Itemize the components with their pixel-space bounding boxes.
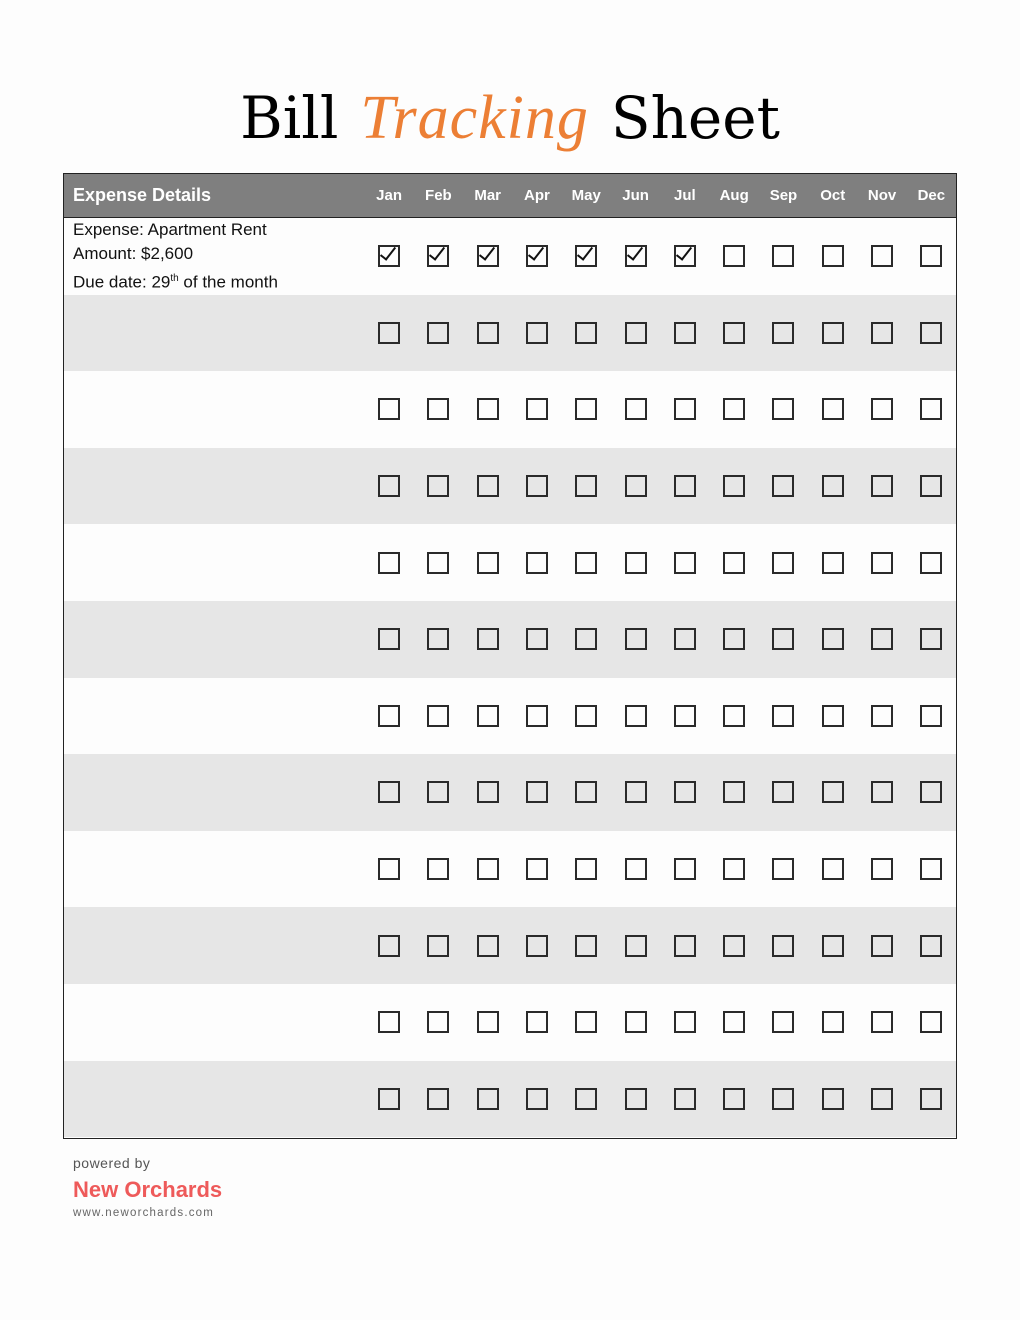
checkbox-sep[interactable]: [772, 935, 794, 957]
table-row: [64, 601, 956, 678]
checkbox-jan[interactable]: [378, 858, 400, 880]
checkbox-jul[interactable]: [674, 935, 696, 957]
checkbox-aug[interactable]: [723, 245, 745, 267]
table-row: [64, 1061, 956, 1138]
checkbox-oct[interactable]: [822, 858, 844, 880]
expense-due-date: Due date: 29th of the month: [73, 272, 278, 292]
table-row: [64, 678, 956, 755]
checkbox-nov[interactable]: [871, 322, 893, 344]
checkbox-oct[interactable]: [822, 245, 844, 267]
checkbox-jun[interactable]: [625, 322, 647, 344]
checkbox-may[interactable]: [575, 552, 597, 574]
month-header-feb: Feb: [425, 187, 452, 204]
checkbox-jan[interactable]: [378, 781, 400, 803]
table-row: [64, 295, 956, 372]
checkbox-apr[interactable]: [526, 935, 548, 957]
checkbox-may[interactable]: [575, 475, 597, 497]
checkbox-oct[interactable]: [822, 322, 844, 344]
checkbox-sep[interactable]: [772, 1088, 794, 1110]
month-header-may: May: [571, 187, 601, 204]
checkbox-feb[interactable]: [427, 398, 449, 420]
checkbox-jan[interactable]: [378, 628, 400, 650]
table-row: [64, 524, 956, 601]
checkbox-jun[interactable]: [625, 781, 647, 803]
checkbox-dec[interactable]: [920, 858, 942, 880]
checkbox-sep[interactable]: [772, 858, 794, 880]
checkbox-feb[interactable]: [427, 322, 449, 344]
checkbox-mar[interactable]: [477, 1088, 499, 1110]
checkbox-aug[interactable]: [723, 398, 745, 420]
checkbox-may[interactable]: [575, 1088, 597, 1110]
checkbox-nov[interactable]: [871, 935, 893, 957]
table-row: [64, 218, 956, 295]
checkbox-oct[interactable]: [822, 475, 844, 497]
checkbox-mar[interactable]: [477, 1011, 499, 1033]
checkbox-apr[interactable]: [526, 1088, 548, 1110]
checkbox-oct[interactable]: [822, 1011, 844, 1033]
checkbox-jul[interactable]: [674, 1088, 696, 1110]
table-row: [64, 754, 956, 831]
checkbox-nov[interactable]: [871, 552, 893, 574]
checkbox-oct[interactable]: [822, 628, 844, 650]
checkbox-jun[interactable]: [625, 245, 647, 267]
table-row: [64, 907, 956, 984]
title-tracking: Tracking: [360, 84, 589, 152]
checkbox-jul[interactable]: [674, 475, 696, 497]
checkbox-apr[interactable]: [526, 322, 548, 344]
checkbox-mar[interactable]: [477, 781, 499, 803]
checkbox-jul[interactable]: [674, 245, 696, 267]
month-header-sep: Sep: [769, 187, 798, 204]
checkbox-jul[interactable]: [674, 858, 696, 880]
title-sheet: Sheet: [610, 84, 780, 152]
checkbox-jul[interactable]: [674, 781, 696, 803]
checkbox-oct[interactable]: [822, 935, 844, 957]
checkbox-apr[interactable]: [526, 705, 548, 727]
bill-tracking-table: [63, 173, 957, 1139]
checkbox-feb[interactable]: [427, 1088, 449, 1110]
checkbox-mar[interactable]: [477, 245, 499, 267]
table-row: [64, 371, 956, 448]
checkbox-jan[interactable]: [378, 475, 400, 497]
table-row: [64, 448, 956, 525]
checkbox-nov[interactable]: [871, 628, 893, 650]
checkbox-sep[interactable]: [772, 475, 794, 497]
checkbox-may[interactable]: [575, 245, 597, 267]
checkbox-dec[interactable]: [920, 475, 942, 497]
checkbox-may[interactable]: [575, 705, 597, 727]
checkbox-jan[interactable]: [378, 935, 400, 957]
checkbox-mar[interactable]: [477, 858, 499, 880]
checkbox-aug[interactable]: [723, 475, 745, 497]
checkbox-jun[interactable]: [625, 858, 647, 880]
checkbox-mar[interactable]: [477, 705, 499, 727]
checkbox-dec[interactable]: [920, 705, 942, 727]
checkbox-feb[interactable]: [427, 705, 449, 727]
checkbox-may[interactable]: [575, 781, 597, 803]
title-bill: Bill: [240, 84, 339, 152]
checkbox-dec[interactable]: [920, 781, 942, 803]
checkbox-jun[interactable]: [625, 1011, 647, 1033]
checkbox-dec[interactable]: [920, 398, 942, 420]
checkbox-apr[interactable]: [526, 475, 548, 497]
checkbox-aug[interactable]: [723, 628, 745, 650]
checkbox-dec[interactable]: [920, 935, 942, 957]
checkbox-jul[interactable]: [674, 552, 696, 574]
checkbox-jun[interactable]: [625, 935, 647, 957]
expense-details-header: Expense Details: [73, 185, 212, 205]
checkbox-nov[interactable]: [871, 781, 893, 803]
checkbox-feb[interactable]: [427, 628, 449, 650]
checkbox-dec[interactable]: [920, 1088, 942, 1110]
checkbox-dec[interactable]: [920, 245, 942, 267]
checkbox-aug[interactable]: [723, 935, 745, 957]
checkbox-mar[interactable]: [477, 628, 499, 650]
checkbox-nov[interactable]: [871, 1011, 893, 1033]
checkbox-jul[interactable]: [674, 398, 696, 420]
checkbox-aug[interactable]: [723, 781, 745, 803]
page-title: [0, 78, 1020, 158]
checkbox-jun[interactable]: [625, 475, 647, 497]
checkbox-nov[interactable]: [871, 245, 893, 267]
checkbox-mar[interactable]: [477, 475, 499, 497]
checkbox-mar[interactable]: [477, 552, 499, 574]
checkbox-oct[interactable]: [822, 781, 844, 803]
checkbox-jan[interactable]: [378, 398, 400, 420]
checkbox-oct[interactable]: [822, 552, 844, 574]
checkbox-jul[interactable]: [674, 628, 696, 650]
footer: [73, 1155, 222, 1219]
checkbox-apr[interactable]: [526, 552, 548, 574]
checkbox-mar[interactable]: [477, 935, 499, 957]
brand-url[interactable]: www.neworchards.com: [73, 1207, 215, 1219]
checkbox-feb[interactable]: [427, 935, 449, 957]
checkbox-may[interactable]: [575, 322, 597, 344]
checkbox-aug[interactable]: [723, 552, 745, 574]
checkbox-sep[interactable]: [772, 781, 794, 803]
month-header-jun: Jun: [622, 187, 649, 204]
checkbox-dec[interactable]: [920, 322, 942, 344]
brand-logo: New Orchards: [73, 1177, 223, 1202]
checkbox-feb[interactable]: [427, 245, 449, 267]
checkbox-sep[interactable]: [772, 552, 794, 574]
checkbox-jan[interactable]: [378, 705, 400, 727]
checkbox-may[interactable]: [575, 1011, 597, 1033]
checkbox-aug[interactable]: [723, 1011, 745, 1033]
checkbox-nov[interactable]: [871, 398, 893, 420]
checkbox-feb[interactable]: [427, 1011, 449, 1033]
checkbox-jan[interactable]: [378, 245, 400, 267]
checkbox-sep[interactable]: [772, 705, 794, 727]
checkbox-mar[interactable]: [477, 322, 499, 344]
checkbox-apr[interactable]: [526, 398, 548, 420]
checkbox-dec[interactable]: [920, 628, 942, 650]
checkbox-may[interactable]: [575, 858, 597, 880]
checkbox-apr[interactable]: [526, 781, 548, 803]
checkbox-oct[interactable]: [822, 1088, 844, 1110]
table-header: [64, 174, 956, 218]
checkbox-sep[interactable]: [772, 245, 794, 267]
checkbox-feb[interactable]: [427, 552, 449, 574]
table-row: [64, 831, 956, 908]
checkbox-apr[interactable]: [526, 858, 548, 880]
checkbox-jun[interactable]: [625, 398, 647, 420]
checkbox-jun[interactable]: [625, 1088, 647, 1110]
checkbox-may[interactable]: [575, 398, 597, 420]
table-body: [64, 218, 956, 1137]
month-header-apr: Apr: [524, 187, 550, 204]
month-header-mar: Mar: [474, 187, 502, 204]
checkbox-jan[interactable]: [378, 322, 400, 344]
checkbox-sep[interactable]: [772, 1011, 794, 1033]
checkbox-aug[interactable]: [723, 858, 745, 880]
checkbox-jul[interactable]: [674, 322, 696, 344]
month-header-jan: Jan: [376, 187, 403, 204]
checkbox-apr[interactable]: [526, 1011, 548, 1033]
month-header-nov: Nov: [867, 187, 897, 204]
checkbox-sep[interactable]: [772, 628, 794, 650]
checkbox-jan[interactable]: [378, 552, 400, 574]
table-row: [64, 984, 956, 1061]
expense-name: Expense: Apartment Rent: [73, 219, 267, 239]
checkbox-sep[interactable]: [772, 322, 794, 344]
checkbox-jul[interactable]: [674, 705, 696, 727]
checkbox-dec[interactable]: [920, 1011, 942, 1033]
checkbox-feb[interactable]: [427, 781, 449, 803]
checkbox-nov[interactable]: [871, 705, 893, 727]
checkbox-nov[interactable]: [871, 858, 893, 880]
checkbox-oct[interactable]: [822, 398, 844, 420]
expense-details-cell[interactable]: [64, 218, 364, 295]
powered-by: powered by: [73, 1155, 151, 1171]
checkbox-nov[interactable]: [871, 475, 893, 497]
checkbox-apr[interactable]: [526, 628, 548, 650]
checkbox-jan[interactable]: [378, 1011, 400, 1033]
checkbox-dec[interactable]: [920, 552, 942, 574]
checkbox-jun[interactable]: [625, 705, 647, 727]
checkbox-may[interactable]: [575, 628, 597, 650]
checkbox-sep[interactable]: [772, 398, 794, 420]
checkbox-jul[interactable]: [674, 1011, 696, 1033]
checkbox-aug[interactable]: [723, 322, 745, 344]
checkbox-jun[interactable]: [625, 552, 647, 574]
checkbox-feb[interactable]: [427, 858, 449, 880]
checkbox-apr[interactable]: [526, 245, 548, 267]
month-header-oct: Oct: [820, 187, 846, 204]
checkbox-aug[interactable]: [723, 705, 745, 727]
month-header-dec: Dec: [917, 187, 946, 204]
expense-amount: Amount: $2,600: [73, 244, 194, 264]
checkbox-jan[interactable]: [378, 1088, 400, 1110]
checkbox-aug[interactable]: [723, 1088, 745, 1110]
checkbox-jun[interactable]: [625, 628, 647, 650]
month-headers: [364, 187, 956, 204]
month-header-aug: Aug: [719, 187, 749, 204]
checkbox-may[interactable]: [575, 935, 597, 957]
checkbox-mar[interactable]: [477, 398, 499, 420]
checkbox-feb[interactable]: [427, 475, 449, 497]
month-header-jul: Jul: [674, 187, 696, 204]
checkbox-nov[interactable]: [871, 1088, 893, 1110]
checkbox-oct[interactable]: [822, 705, 844, 727]
